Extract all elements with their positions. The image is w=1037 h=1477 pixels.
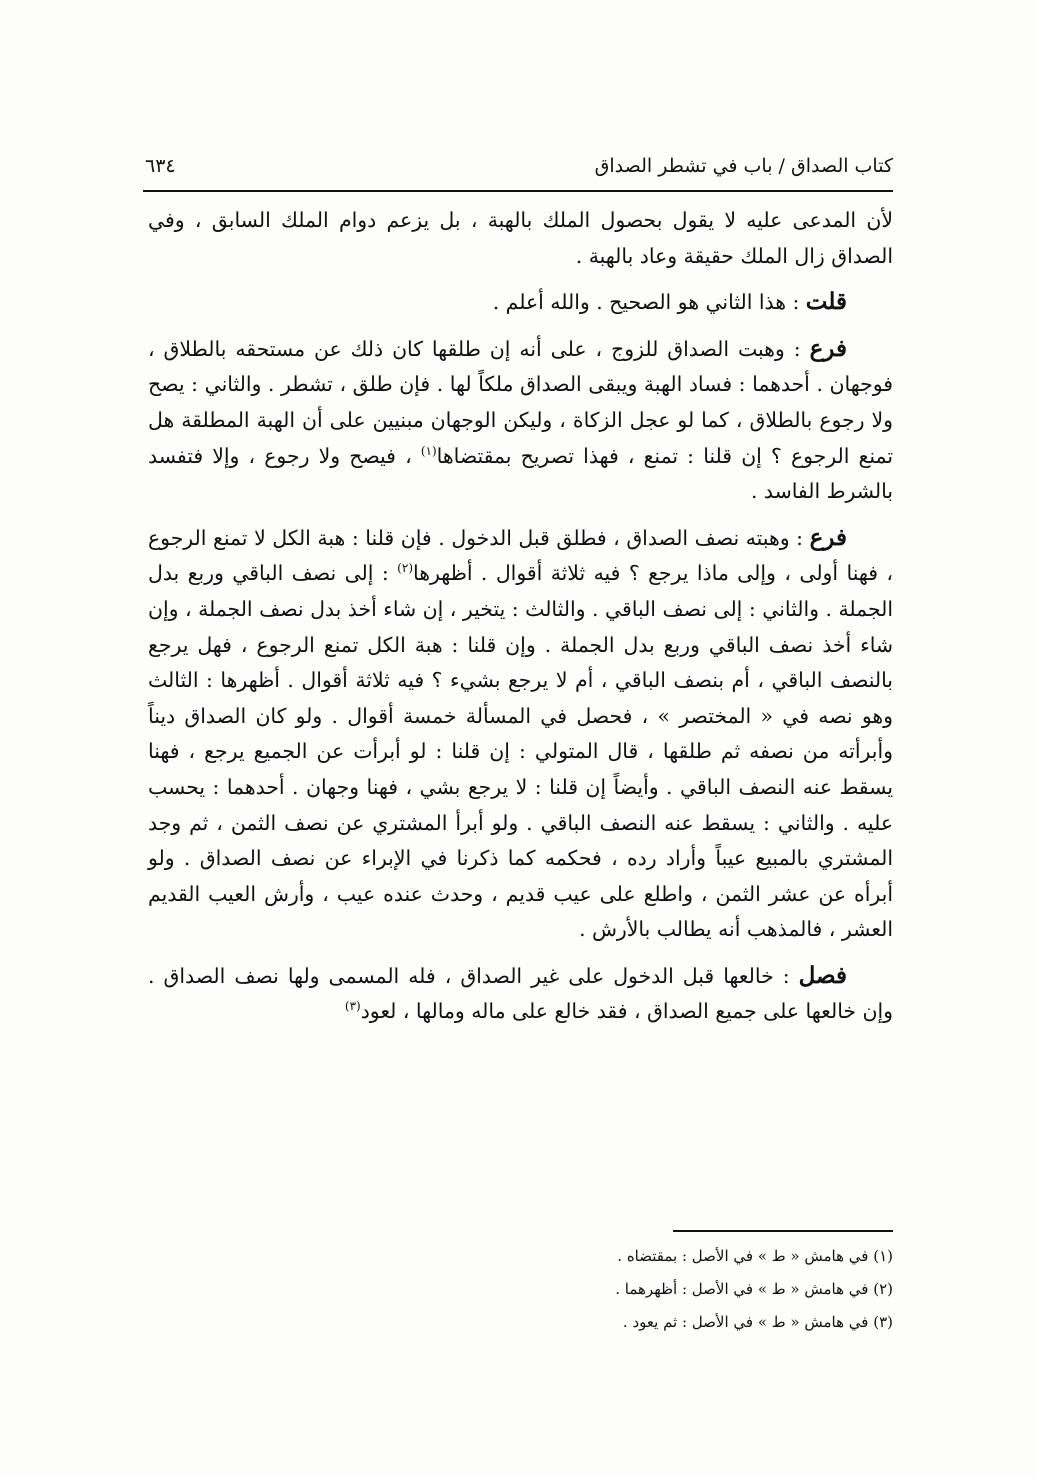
paragraph-fasl xyxy=(148,958,893,1030)
header-rule xyxy=(143,190,893,192)
paragraph-continuation xyxy=(148,203,893,274)
paragraph-text-tail: ، فيصح ولا رجوع ، وإلا فتفسد بالشرط الفاسد . xyxy=(148,443,893,504)
footnote-mark-2: (٢) xyxy=(397,561,413,576)
paragraph-text: : وهبته نصف الصداق ، فطلق قبل الدخول . فإن قلنا : هبة الكل لا تمنع الرجوع ، فهنا أولى ، وإلى ماذا يرجع ؟ فيه ثلاثة أقوال . أظهرها xyxy=(148,525,894,586)
footnote-rule xyxy=(673,1230,893,1232)
running-header xyxy=(143,150,893,190)
paragraph-text: لأن المدعى عليه لا يقول بحصول الملك بالهبة ، بل يزعم دوام الملك السابق ، وفي الصداق زال الملك حقيقة وعاد بالهبة . xyxy=(148,208,893,268)
keyword-fasl: فصل xyxy=(798,961,847,989)
footnotes xyxy=(480,1240,893,1339)
header-title: كتاب الصداق / باب في تشطر الصداق xyxy=(594,155,893,177)
keyword-far: فرع xyxy=(809,334,847,362)
paragraph-text: : هذا الثاني هو الصحيح . والله أعلم . xyxy=(492,290,806,315)
paragraph-text-tail: : إلى نصف الباقي وربع بدل الجملة . والثاني : إلى نصف الباقي . والثالث : يتخير ، إن شاء أخذ بدل نصف الجملة ، وإن شاء أخذ نصف الباقي وربع بدل الجملة . وإن قلنا : هبة الكل تمنع الرجوع ، فهل يرجع بالنصف الباقي ، أم بنصف الباقي ، أم لا يرجع بشيء ؟ فيه ثلاثة أقوال . أظهرها : الثالث وهو نصه في « المختصر » ، فحصل في المسألة خمسة أقوال . ولو كان الصداق ديناً وأبرأته من نصفه ثم طلقها ، قال المتولي : إن قلنا : لو أبرأت عن الجميع يرجع ، فهنا يسقط عنه النصف الباقي . وأيضاً إن قلنا : لا يرجع بشي ، فهنا وجهان . أحدهما : يحسب عليه . والثاني : يسقط عنه النصف الباقي . ولو أبرأ المشتري عن نصف الثمن ، ثم وجد المشتري بالمبيع عيباً وأراد رده ، فحكمه كما ذكرنا في الإبراء عن نصف الصداق . ولو أبرأه عن عشر الثمن ، واطلع على عيب قديم ، وحدث عنده عيب ، وأرش العيب القديم العشر ، فالمذهب أنه يطالب بالأرش . xyxy=(148,561,893,942)
keyword-far: فرع xyxy=(809,523,847,551)
footnote-mark-3: (٣) xyxy=(344,999,361,1014)
paragraph-far-1 xyxy=(148,331,893,510)
paragraph-far-2 xyxy=(148,520,893,948)
footnote-2: (٢) في هامش « ط » في الأصل : أظهرهما . xyxy=(615,1280,893,1298)
keyword-qultu: قلت xyxy=(805,288,847,316)
footnote-1: (١) في هامش « ط » في الأصل : بمقتضاه . xyxy=(617,1247,893,1265)
paragraph-qultu xyxy=(148,284,893,321)
paragraph-text: : خالعها قبل الدخول على غير الصداق ، فله المسمى ولها نصف الصداق . وإن خالعها على جميع الصداق ، فقد خالع على ماله ومالها ، لعود xyxy=(148,963,893,1024)
footnote-3: (٣) في هامش « ط » في الأصل : ثم يعود . xyxy=(622,1313,893,1331)
main-text xyxy=(148,203,893,1030)
footnote-mark-1: (١) xyxy=(420,443,437,458)
paragraph-text: : وهبت الصداق للزوج ، على أنه إن طلقها كان ذلك عن مستحقه بالطلاق ، فوجهان . أحدهما : فساد الهبة ويبقى الصداق ملكاً لها . فإن طلق ، تشطر . والثاني : يصح ولا رجوع بالطلاق ، كما لو عجل الزكاة ، وليكن الوجهان مبنيين على أن الهبة المطلقة هل تمنع الرجوع ؟ إن قلنا : تمنع ، فهذا تصريح بمقتضاها xyxy=(148,336,894,468)
page-number: ٦٣٤ xyxy=(145,155,176,177)
